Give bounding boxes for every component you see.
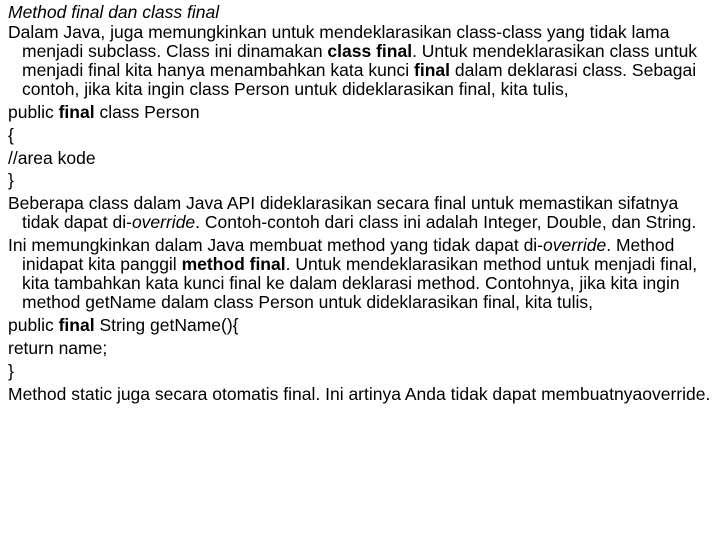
text-run: . Untuk mendeklarasikan class untuk menjadi final kita hanya menambahkan kata kunci — [22, 41, 698, 80]
code-line-class-decl — [8, 103, 712, 122]
italic-term: override — [543, 235, 607, 255]
code-text: String getName(){ — [94, 315, 239, 335]
text-run: Ini memungkinkan dalam Java membuat method yang tidak dapat di- — [8, 235, 544, 255]
text-run: dalam deklarasi class. Sebagai contoh, jika kita ingin class Person untuk dideklarasikan final, kita tulis, — [22, 60, 697, 99]
paragraph-static-final: Method static juga secara otomatis final. Ini artinya Anda tidak dapat membuatnyaoverride. — [8, 384, 711, 404]
text-run: . Untuk mendeklarasikan method untuk menjadi final, kita tambahkan kata kunci final ke dalam deklarasi method. Contohnya, jika kita ingin method getName dalam class Person untuk dideklarasikan final, kita tulis, — [22, 254, 698, 312]
bold-term: class final — [327, 41, 413, 61]
code-keyword: final — [58, 102, 95, 122]
code-line-comment: //area kode — [8, 148, 96, 168]
text-run: Dalam Java, juga memungkinkan untuk mendeklarasikan class-class yang tidak lama menjadi subclass. Class ini dinamakan — [8, 22, 670, 61]
code-line-close-brace: } — [8, 170, 14, 190]
code-line-close-brace: } — [8, 361, 14, 381]
page-title: Method final dan class final — [8, 2, 220, 22]
code-text: public — [8, 102, 59, 122]
bold-term: method final — [181, 254, 286, 274]
code-line-return: return name; — [8, 338, 108, 358]
text-run: . Contoh-contoh dari class ini adalah Integer, Double, dan String. — [195, 212, 697, 232]
code-line-method-decl — [8, 316, 712, 335]
italic-term: override — [131, 212, 196, 232]
code-line-open-brace: { — [8, 125, 14, 145]
code-text: public — [8, 315, 59, 335]
text-run: Beberapa class dalam Java API dideklarasikan secara final untuk memastikan sifatnya tidak dapat di- — [8, 193, 679, 232]
code-text: class Person — [94, 102, 200, 122]
text-run: . Method inidapat kita panggil — [22, 235, 675, 274]
paragraph-method-final — [8, 236, 712, 312]
paragraph-java-api — [8, 194, 712, 232]
bold-term: final — [414, 60, 451, 80]
paragraph-class-final — [8, 23, 712, 99]
code-keyword: final — [58, 315, 95, 335]
